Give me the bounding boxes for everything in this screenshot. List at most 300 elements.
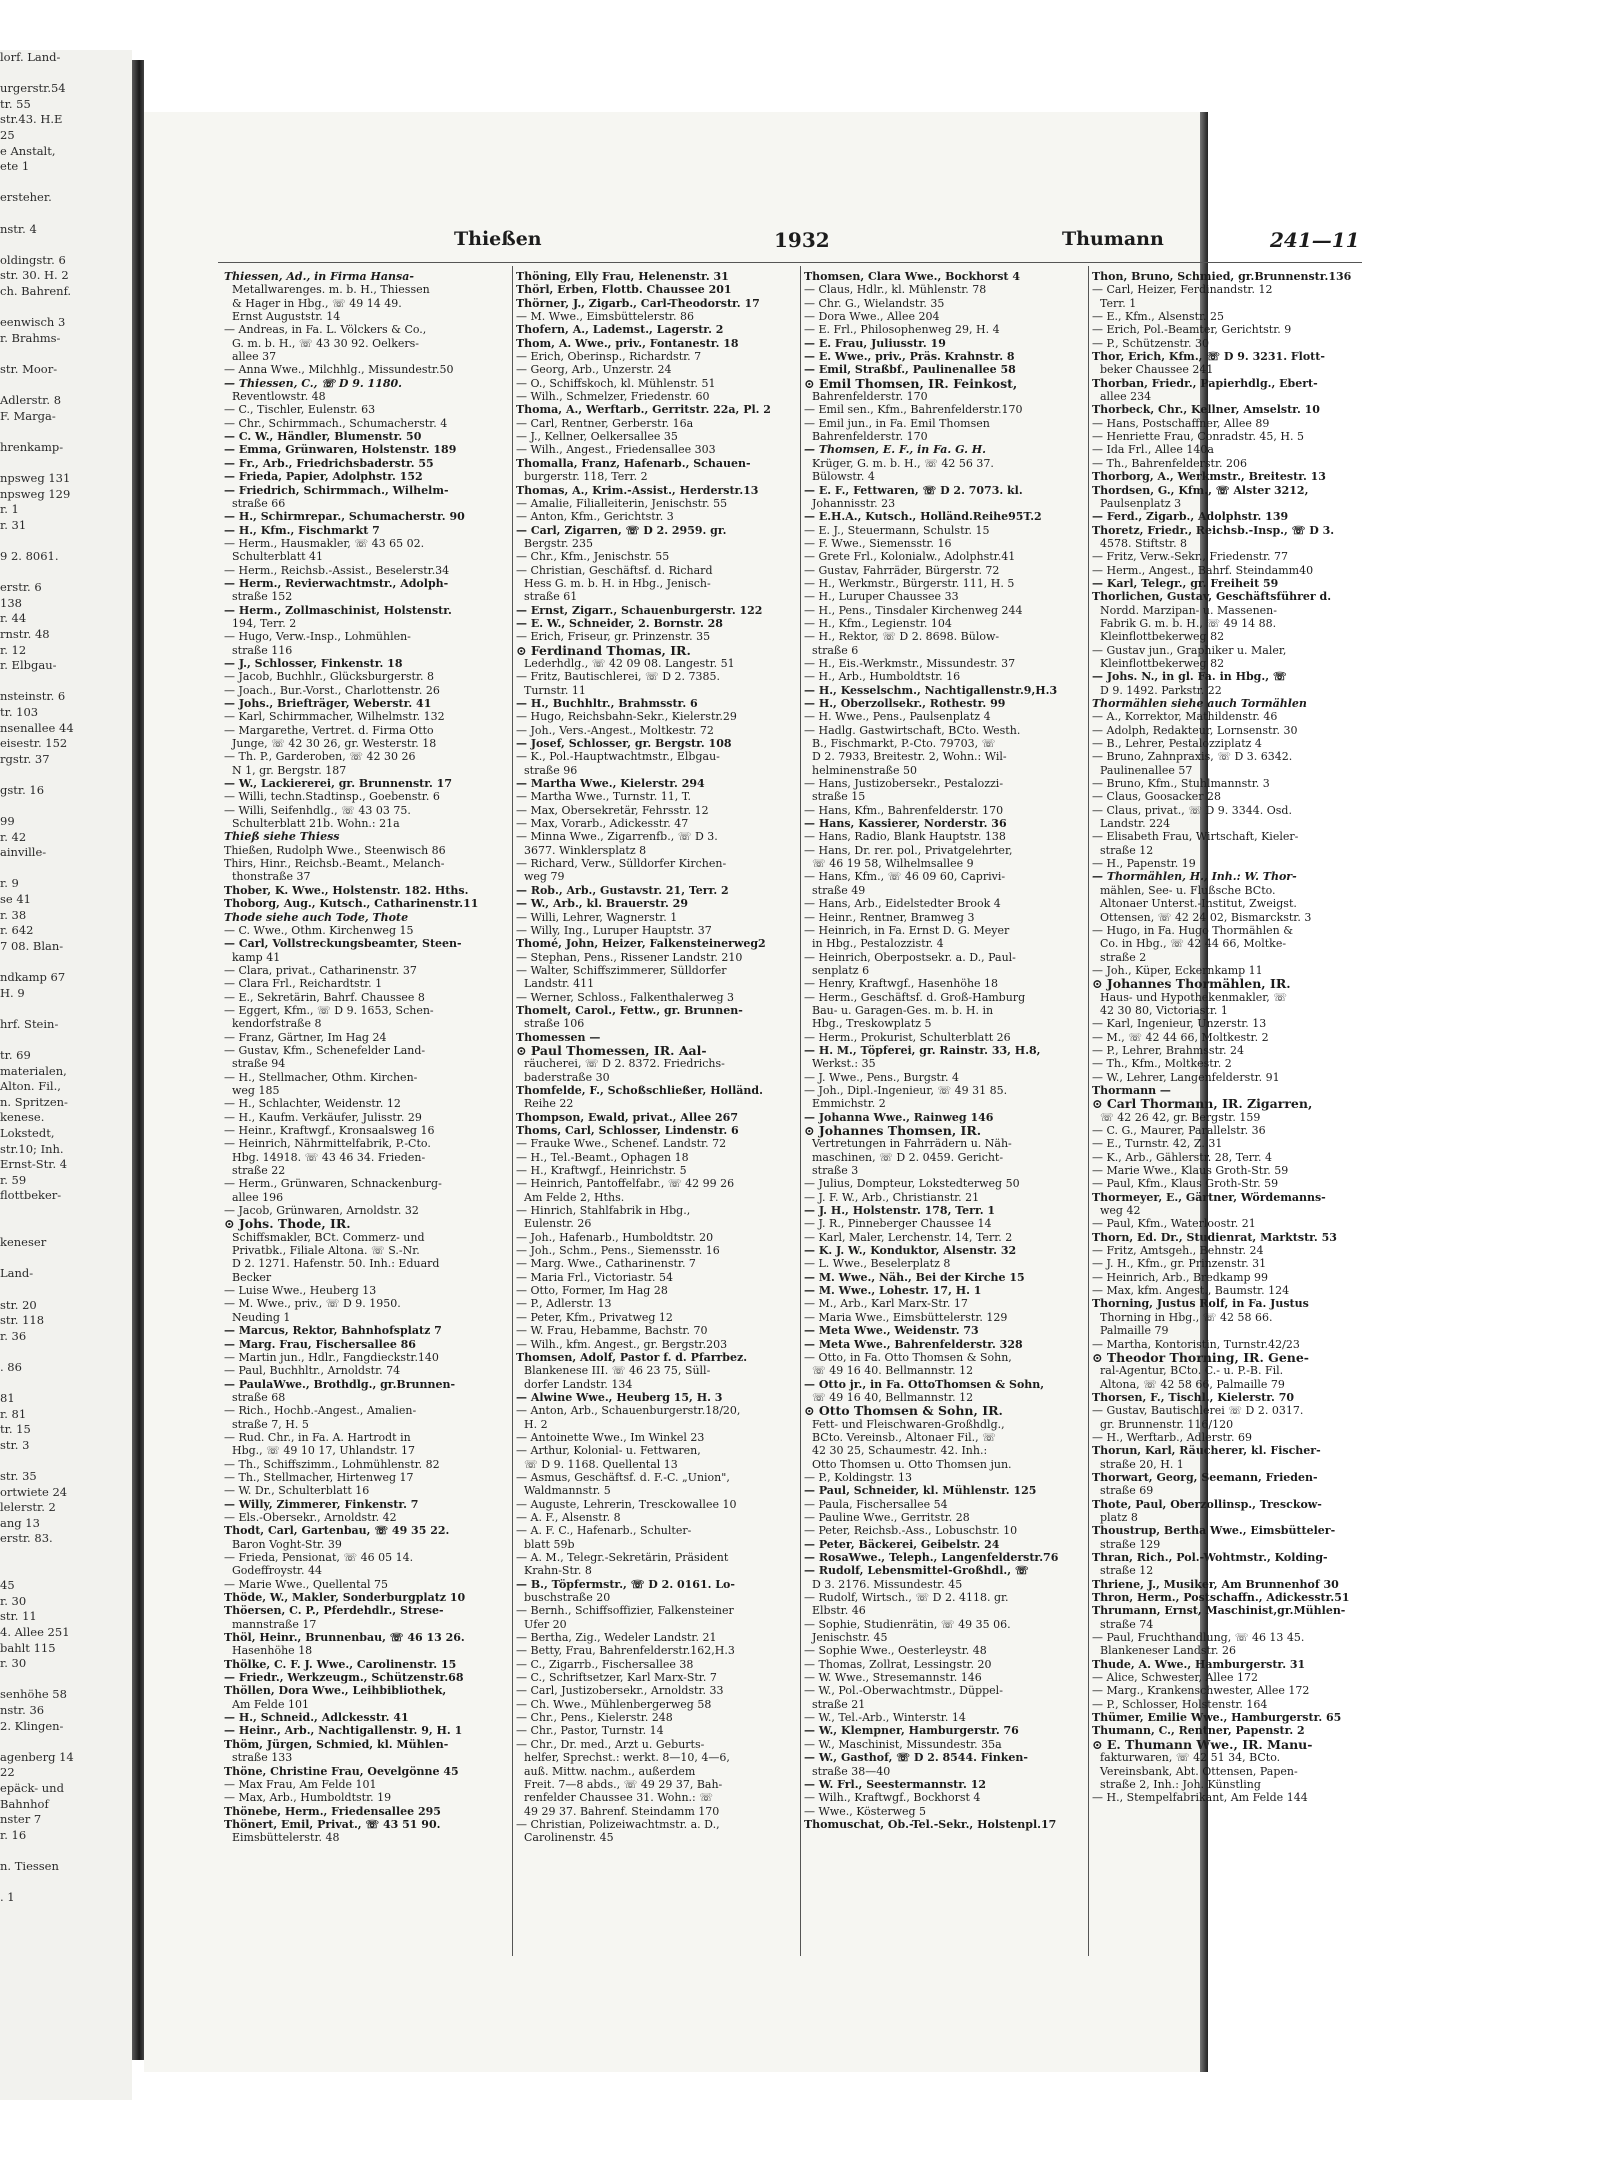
- left-page-line: 25: [0, 127, 15, 142]
- directory-entry: — Joach., Bur.-Vorst., Charlottenstr. 26: [224, 683, 440, 697]
- directory-entry: — Friedr., Werkzeugm., Schützenstr.68: [224, 1671, 464, 1685]
- directory-entry: — J. H., Kfm., gr. Prinzenstr. 31: [1092, 1257, 1267, 1271]
- left-page-line: r. 1: [0, 502, 19, 517]
- directory-entry: Thölke, C. F. J. Wwe., Carolinenstr. 15: [224, 1657, 457, 1671]
- directory-entry: Thomé, John, Heizer, Falkensteinerweg2: [516, 937, 766, 951]
- directory-entry: ☏ 49 16 40. Bellmannstr. 12: [812, 1364, 974, 1378]
- directory-entry: — Chr., Pens., Kielerstr. 248: [516, 1711, 673, 1725]
- left-page-line: ndkamp 67: [0, 970, 66, 985]
- directory-entry: — H., Stellmacher, Othm. Kirchen-: [224, 1070, 418, 1084]
- directory-entry: — Marie Wwe., Klaus Groth-Str. 59: [1092, 1164, 1289, 1178]
- directory-entry: — PaulaWwe., Brothdlg., gr.Brunnen-: [224, 1377, 456, 1391]
- directory-entry: ☏ D 9. 1168. Quellental 13: [524, 1457, 678, 1471]
- directory-entry: Becker: [232, 1270, 272, 1284]
- directory-entry: — H. M., Töpferei, gr. Rainstr. 33, H.8,: [804, 1043, 1041, 1057]
- directory-entry: — C. G., Maurer, Parallelstr. 36: [1092, 1124, 1266, 1137]
- left-page-line: str. 118: [0, 1313, 45, 1328]
- directory-entry: Thorbeck, Chr., Kellner, Amselstr. 10: [1092, 403, 1320, 417]
- directory-entry: — Chr. G., Wielandstr. 35: [804, 296, 945, 310]
- directory-entry: Reventlowstr. 48: [232, 390, 326, 404]
- directory-entry: — Hans, Kassierer, Norderstr. 36: [804, 817, 1007, 831]
- directory-entry: — P., Koldingstr. 13: [804, 1470, 913, 1484]
- directory-entry: — Willi, Seifenhdlg., ☏ 43 03 75.: [224, 803, 411, 817]
- directory-entry: straße 20, H. 1: [1100, 1457, 1184, 1471]
- directory-entry: — W., Pol.-Oberwachtmstr., Düppel-: [804, 1684, 1003, 1698]
- directory-entry: Thöllen, Dora Wwe., Leihbibliothek,: [224, 1684, 447, 1698]
- directory-entry: — W., Maschinist, Missundestr. 35a: [804, 1737, 1002, 1751]
- directory-entry: — O., Schiffskoch, kl. Mühlenstr. 51: [516, 376, 716, 390]
- directory-entry: straße 152: [232, 590, 293, 604]
- directory-entry: — J. H., Holstenstr. 178, Terr. 1: [804, 1204, 996, 1218]
- left-page-line: [0, 861, 132, 877]
- directory-entry: — Friedrich, Schirmmach., Wilhelm-: [224, 483, 449, 497]
- directory-entry: — Heinr., Kraftwgf., Kronsaalsweg 16: [224, 1124, 435, 1137]
- directory-entry: straße 3: [812, 1164, 859, 1178]
- directory-entry: 49 29 37. Bahrenf. Steindamm 170: [524, 1804, 720, 1818]
- directory-entry: Bahrenfelderstr. 170: [812, 430, 928, 444]
- directory-entry: helminenstraße 50: [812, 763, 917, 777]
- directory-entry: 42 30 80, Victoriastr. 1: [1100, 1003, 1228, 1017]
- directory-entry: — Hadlg. Gastwirtschaft, BCto. Westh.: [804, 723, 1021, 737]
- directory-entry: — H., Buchhltr., Brahmsstr. 6: [516, 697, 698, 710]
- directory-entry: mannstraße 17: [232, 1617, 317, 1631]
- directory-entry: Thörner, J., Zigarb., Carl-Theodorstr. 17: [516, 296, 760, 310]
- directory-entry: Hess G. m. b. H. in Hbg., Jenisch-: [524, 576, 711, 590]
- directory-entry: D 2. 1271. Hafenstr. 50. Inh.: Eduard: [232, 1257, 440, 1271]
- directory-entry: — H., Rektor, ☏ D 2. 8698. Bülow-: [804, 630, 1000, 644]
- directory-entry: — H., Werkmstr., Bürgerstr. 111, H. 5: [804, 576, 1015, 590]
- directory-entry: — Christian, Polizeiwachtmstr. a. D.,: [516, 1817, 720, 1831]
- directory-entry: Thomuschat, Ob.-Tel.-Sekr., Holstenpl.17: [804, 1817, 1057, 1831]
- left-page-line: oldingstr. 6: [0, 252, 66, 267]
- left-page-line: ersteher.: [0, 190, 52, 205]
- directory-entry: straße 74: [1100, 1617, 1154, 1631]
- left-page-line: 22: [0, 1765, 15, 1780]
- directory-entry: — Johs., Briefträger, Weberstr. 41: [224, 697, 432, 710]
- directory-entry: — Th., Kfm., Moltkestr. 2: [1092, 1057, 1232, 1071]
- directory-entry: — Karl, Ingenieur, Unzerstr. 13: [1092, 1017, 1267, 1031]
- directory-entry: — Sophie Wwe., Oesterleystr. 48: [804, 1644, 987, 1658]
- left-page-line: se 41: [0, 892, 31, 907]
- directory-entry: — Clara, privat., Catharinenstr. 37: [224, 963, 417, 977]
- directory-entry: in Hbg., Pestalozzistr. 4: [812, 937, 944, 951]
- left-page-line: [0, 533, 132, 549]
- directory-entry: Blankeneser Landstr. 26: [1100, 1644, 1237, 1658]
- directory-entry: — H., Luruper Chaussee 33: [804, 590, 959, 604]
- directory-entry: Schulterblatt 21b. Wohn.: 21a: [232, 817, 400, 831]
- directory-entry: — Claus, privat., ☏ D 9. 3344. Osd.: [1092, 803, 1292, 817]
- left-page-line: eenwisch 3: [0, 315, 66, 330]
- directory-entry: — Amalie, Filialleiterin, Jenischstr. 55: [516, 496, 728, 510]
- directory-entry: Thoms, Carl, Schlosser, Lindenstr. 6: [516, 1124, 739, 1137]
- left-page-line: erstr. 83.: [0, 1531, 53, 1546]
- directory-entry: — E.H.A., Kutsch., Holländ.Reihe95T.2: [804, 510, 1042, 524]
- directory-entry: Thofern, A., Lademst., Lagerstr. 2: [516, 323, 724, 337]
- directory-entry: Hasenhöhe 18: [232, 1644, 313, 1658]
- left-page-line: epäck- und: [0, 1780, 64, 1795]
- book-gutter: [132, 60, 144, 2060]
- directory-entry: Baron Voght-Str. 39: [232, 1537, 342, 1551]
- directory-entry: Thumann, C., Rentner, Papenstr. 2: [1092, 1724, 1305, 1738]
- directory-entry: straße 96: [524, 763, 578, 777]
- left-page-line: ete 1: [0, 159, 30, 174]
- directory-entry: — Herm., Prokurist, Schulterblatt 26: [804, 1030, 1011, 1044]
- directory-entry: Thörl, Erben, Flottb. Chaussee 201: [516, 283, 732, 297]
- directory-entry: — Hinrich, Stahlfabrik in Hbg.,: [516, 1204, 691, 1218]
- left-page-line: r. Brahms-: [0, 330, 61, 345]
- left-page-line: [0, 346, 132, 362]
- left-page-line: tr. 69: [0, 1048, 31, 1062]
- directory-entry: Bergstr. 235: [524, 536, 593, 550]
- directory-entry: — Arthur, Kolonial- u. Fettwaren,: [516, 1444, 701, 1458]
- directory-entry: — E. W., Schneider, 2. Bornstr. 28: [516, 616, 723, 630]
- left-page-line: [0, 565, 132, 581]
- directory-entry: — B., Töpfermstr., ☏ D 2. 0161. Lo-: [516, 1577, 735, 1591]
- directory-entry: — Clara Frl., Reichardtstr. 1: [224, 977, 383, 991]
- directory-entry: Privatbk., Filiale Altona. ☏ S.-Nr.: [232, 1244, 420, 1258]
- directory-entry: kamp 41: [232, 950, 281, 964]
- directory-entry: Paulinenallee 57: [1100, 763, 1193, 777]
- directory-entry: — Anton, Kfm., Gerichtstr. 3: [516, 510, 674, 524]
- directory-entry: burgerstr. 118, Terr. 2: [524, 470, 648, 484]
- directory-entry: Thron, Herm., Postschaffn., Adickesstr.51: [1092, 1591, 1350, 1605]
- directory-entry: Thomalla, Franz, Hafenarb., Schauen-: [516, 456, 751, 470]
- directory-entry: Bau- u. Garagen-Ges. m. b. H. in: [812, 1003, 994, 1017]
- header-year: 1932: [774, 228, 830, 252]
- directory-entry: Eulenstr. 26: [524, 1217, 592, 1231]
- left-page-line: tr. 55: [0, 96, 31, 111]
- directory-entry: — Joh., Küper, Eckernkamp 11: [1092, 963, 1263, 977]
- directory-entry: Thöde, W., Makler, Sonderburgplatz 10: [224, 1591, 466, 1605]
- left-page-line: r. 12: [0, 642, 27, 657]
- directory-entry: — Adolph, Redakteur, Lornsenstr. 30: [1092, 723, 1298, 737]
- directory-entry: — E. F., Fettwaren, ☏ D 2. 7073. kl.: [804, 483, 1023, 497]
- left-page-line: keneser: [0, 1235, 47, 1250]
- left-page-line: 99: [0, 814, 15, 829]
- directory-entry: baderstraße 30: [524, 1070, 610, 1084]
- directory-entry: — Rud. Chr., in Fa. A. Hartrodt in: [224, 1430, 411, 1444]
- left-page-line: [0, 1220, 132, 1236]
- left-page-line: [0, 1453, 132, 1469]
- directory-entry: Lederhdlg., ☏ 42 09 08. Langestr. 51: [524, 656, 735, 670]
- directory-entry: weg 185: [232, 1083, 280, 1097]
- left-page-line: [0, 206, 132, 222]
- directory-entry: — Hans, Arb., Eidelstedter Brook 4: [804, 897, 1001, 911]
- directory-entry: — Herm., Geschäftsf. d. Groß-Hamburg: [804, 990, 1026, 1004]
- directory-entry: Reihe 22: [524, 1097, 574, 1111]
- directory-entry: Thomas, A., Krim.-Assist., Herderstr.13: [516, 483, 759, 497]
- directory-entry: straße 12: [1100, 843, 1154, 857]
- directory-entry: Thomessen —: [516, 1030, 601, 1044]
- directory-entry: — W. Wwe., Stresemannstr. 146: [804, 1671, 982, 1685]
- directory-entry: — Antoinette Wwe., Im Winkel 23: [516, 1430, 705, 1444]
- left-page-line: r. 44: [0, 611, 27, 626]
- column-divider: [512, 266, 513, 1956]
- left-page-line: 138: [0, 595, 22, 610]
- left-page-line: r. 36: [0, 1328, 27, 1343]
- directory-entry: — Max, Vorarb., Adickesstr. 47: [516, 817, 689, 831]
- directory-entry: Thorwart, Georg, Seemann, Frieden-: [1092, 1470, 1318, 1484]
- directory-entry: Emmichstr. 2: [812, 1097, 886, 1111]
- left-page-line: agenberg 14: [0, 1749, 74, 1764]
- directory-entry: Neuding 1: [232, 1310, 291, 1324]
- directory-entry: — Joh., Vers.-Angest., Moltkestr. 72: [516, 723, 714, 737]
- directory-entry: Blankenese III. ☏ 46 23 75, Süll-: [524, 1364, 711, 1378]
- directory-entry: BCto. Vereinsb., Altonaer Fil., ☏: [812, 1430, 996, 1444]
- directory-entry: — Fritz, Verw.-Sekr., Friedenstr. 77: [1092, 550, 1289, 564]
- directory-entry: — H., Kaufm. Verkäufer, Julisstr. 29: [224, 1110, 422, 1124]
- directory-entry: ⊙ Ferdinand Thomas, IR.: [516, 642, 691, 658]
- directory-entry: ☏ 46 19 58, Wilhelmsallee 9: [812, 857, 974, 871]
- left-page-line: 2. Klingen-: [0, 1718, 64, 1733]
- directory-entry: — Max, Arb., Humboldtstr. 19: [224, 1791, 392, 1805]
- directory-entry: — A. M., Telegr.-Sekretärin, Präsident: [516, 1551, 729, 1564]
- directory-entry: Co. in Hbg., ☏ 42 44 66, Moltke-: [1100, 937, 1287, 951]
- directory-entry: straße 129: [1100, 1537, 1161, 1551]
- directory-entry: Junge, ☏ 42 30 26, gr. Westerstr. 18: [232, 737, 437, 751]
- directory-entry: Thriene, J., Musiker, Am Brunnenhof 30: [1092, 1577, 1339, 1591]
- directory-entry: Altona, ☏ 42 58 66, Palmaille 79: [1100, 1377, 1285, 1391]
- directory-entry: — Hans, Kfm., ☏ 46 09 60, Caprivi-: [804, 870, 1006, 884]
- directory-entry: Thirs, Hinr., Reichsb.-Beamt., Melanch-: [224, 857, 445, 871]
- directory-entry: — Paul, Kfm., Klaus Groth-Str. 59: [1092, 1177, 1279, 1191]
- left-page-line: [0, 1344, 132, 1360]
- directory-entry: — Marg. Frau, Fischersallee 86: [224, 1337, 416, 1351]
- left-page-line: [0, 175, 132, 191]
- directory-entry: — Franz, Gärtner, Im Hag 24: [224, 1030, 387, 1044]
- directory-entry: — Wilh., kfm. Angest., gr. Bergstr.203: [516, 1337, 728, 1351]
- directory-entry: — Wilh., Kraftwgf., Bockhorst 4: [804, 1791, 981, 1805]
- directory-entry: ⊙ Paul Thomessen, IR. Aal-: [516, 1042, 707, 1058]
- directory-entry: — Hans, Kfm., Bahrenfelderstr. 170: [804, 803, 1004, 817]
- directory-entry: — Otto, Former, Im Hag 28: [516, 1284, 668, 1298]
- directory-entry: Thomfelde, F., Schoßschließer, Holländ.: [516, 1083, 763, 1097]
- directory-entry: — Andreas, in Fa. L. Völckers & Co.,: [224, 323, 427, 337]
- directory-entry: Thon, Bruno, Schmied, gr.Brunnenstr.136: [1092, 270, 1352, 283]
- directory-entry: ⊙ Johannes Thormählen, IR.: [1092, 976, 1291, 992]
- directory-entry: — Otto jr., in Fa. OttoThomsen & Sohn,: [804, 1377, 1045, 1391]
- left-page-line: [0, 1874, 132, 1890]
- directory-entry: — Josef, Schlosser, gr. Bergstr. 108: [516, 737, 732, 751]
- directory-entry: ⊙ Johannes Thomsen, IR.: [804, 1123, 982, 1138]
- directory-entry: — M., Arb., Karl Marx-Str. 17: [804, 1297, 968, 1311]
- directory-entry: — J., Schlosser, Finkenstr. 18: [224, 656, 403, 670]
- directory-entry: — Heinrich, Oberpostsekr. a. D., Paul-: [804, 950, 1016, 964]
- directory-entry: — M. Wwe., priv., ☏ D 9. 1950.: [224, 1297, 401, 1311]
- directory-entry: — Hans, Justizobersekr., Pestalozzi-: [804, 777, 1004, 791]
- left-page-line: ch. Bahrenf.: [0, 283, 72, 298]
- directory-entry: — Hugo, in Fa. Hugo Thormählen &: [1092, 923, 1293, 937]
- left-page-line: [0, 1032, 132, 1048]
- directory-entry: — Karl, Schirmmacher, Wilhelmstr. 132: [224, 710, 445, 724]
- directory-entry: — P., Adlerstr. 13: [516, 1297, 612, 1311]
- directory-entry: — H., Schirmrepar., Schumacherstr. 90: [224, 510, 465, 524]
- directory-entry: — C., Tischler, Eulenstr. 63: [224, 403, 376, 417]
- directory-entry: — W., Lackiererei, gr. Brunnenstr. 17: [224, 777, 452, 791]
- header-rule: [218, 262, 1362, 263]
- header-first-name: Thießen: [454, 228, 542, 250]
- directory-entry: — Hugo, Verw.-Insp., Lohmühlen-: [224, 630, 411, 644]
- directory-entry: — H., Stempelfabrikant, Am Felde 144: [1092, 1791, 1308, 1805]
- directory-entry: — Willi, techn.Stadtinsp., Goebenstr. 6: [224, 790, 440, 804]
- directory-entry: — Sophie, Studienrätin, ☏ 49 35 06.: [804, 1617, 1011, 1631]
- directory-entry: — Paul, Kfm., Waterloostr. 21: [1092, 1217, 1256, 1231]
- left-page-line: r. 31: [0, 517, 27, 532]
- directory-entry: B., Fischmarkt, P.-Cto. 79703, ☏: [812, 737, 996, 751]
- directory-entry: — Werner, Schloss., Falkenthalerweg 3: [516, 990, 735, 1004]
- directory-entry: — Peter, Bäckerei, Geibelstr. 24: [804, 1537, 1000, 1551]
- left-page-line: urgerstr.54: [0, 81, 66, 96]
- directory-entry: — Martin jun., Hdlr., Fangdieckstr.140: [224, 1350, 439, 1364]
- directory-entry: mählen, See- u. Flußsche BCto.: [1100, 883, 1276, 897]
- left-page-line: r. 42: [0, 829, 27, 844]
- left-page-line: [0, 237, 132, 253]
- directory-entry: Thordsen, G., Kfm., ☏ Alster 3212,: [1092, 483, 1309, 497]
- directory-entry: — Els.-Obersekr., Arnoldstr. 42: [224, 1510, 397, 1524]
- left-page-line: . 1: [0, 1890, 15, 1905]
- directory-entry: Bahrenfelderstr. 170: [812, 390, 928, 404]
- left-page-line: ainville-: [0, 845, 47, 860]
- directory-entry: — A., Korrektor, Mathildenstr. 46: [1092, 710, 1278, 724]
- directory-entry: — Peter, Kfm., Privatweg 12: [516, 1310, 673, 1324]
- directory-entry: Nordd. Marzipan- u. Massenen-: [1100, 603, 1277, 617]
- directory-entry: — Henry, Kraftwgf., Hasenhöhe 18: [804, 977, 999, 991]
- directory-entry: Freit. 7—8 abds., ☏ 49 29 37, Bah-: [524, 1777, 723, 1791]
- left-page-line: r. Elbgau-: [0, 658, 57, 673]
- left-page-text: [0, 50, 132, 1906]
- directory-entry: fakturwaren, ☏ 42 51 34, BCto.: [1100, 1751, 1281, 1765]
- left-page-line: npsweg 131: [0, 471, 71, 486]
- left-page-line: r. 30: [0, 1656, 27, 1671]
- directory-entry: Werkst.: 35: [812, 1057, 876, 1071]
- directory-entry: Thöne, Christine Frau, Oevelgönne 45: [224, 1764, 459, 1778]
- directory-entry: — Maria Frl., Victoriastr. 54: [516, 1270, 673, 1284]
- directory-entry: — M. Wwe., Eimsbüttelerstr. 86: [516, 310, 694, 324]
- directory-entry: — Carl, Heizer, Ferdinandstr. 12: [1092, 283, 1273, 297]
- directory-entry: — Maria Wwe., Eimsbüttelerstr. 129: [804, 1310, 1008, 1324]
- left-page-line: eisestr. 152: [0, 736, 68, 751]
- directory-entry: — Ch. Wwe., Mühlenbergerweg 58: [516, 1697, 712, 1711]
- directory-entry: — Emil, Straßbf., Paulinenallee 58: [804, 363, 1016, 377]
- directory-entry: — Fritz, Amtsgeh., Behnstr. 24: [1092, 1244, 1264, 1258]
- directory-entry: G. m. b. H., ☏ 43 30 92. Oelkers-: [232, 336, 419, 350]
- directory-entry: — Th., Bahrenfelderstr. 206: [1092, 456, 1247, 470]
- left-page-line: erstr. 6: [0, 580, 42, 595]
- directory-entry: — Paul, Buchhltr., Arnoldstr. 74: [224, 1364, 401, 1378]
- left-page-line: str. 11: [0, 1609, 37, 1624]
- directory-entry: — Heinr., Rentner, Bramweg 3: [804, 910, 975, 924]
- left-page-line: hrf. Stein-: [0, 1016, 59, 1031]
- directory-entry: — Luise Wwe., Heuberg 13: [224, 1284, 377, 1298]
- directory-entry: straße 7, H. 5: [232, 1417, 309, 1431]
- directory-entry: — Frauke Wwe., Schenef. Landstr. 72: [516, 1137, 727, 1151]
- directory-entry: Thode siehe auch Tode, Thote: [224, 910, 409, 924]
- directory-entry: Waldmannstr. 5: [524, 1484, 611, 1498]
- directory-entry: Haus- und Hypothekenmakler, ☏: [1100, 990, 1288, 1004]
- directory-entry: weg 42: [1100, 1204, 1141, 1218]
- directory-entry: Thöm, Jürgen, Schmied, kl. Mühlen-: [224, 1737, 449, 1751]
- directory-entry: — J. R., Pinneberger Chaussee 14: [804, 1217, 992, 1231]
- directory-entry: — Carl, Rentner, Gerberstr. 16a: [516, 416, 694, 430]
- directory-entry: — Willy, Ing., Luruper Hauptstr. 37: [516, 923, 712, 937]
- directory-entry: — H., Oberzollsekr., Rothestr. 99: [804, 697, 1006, 710]
- directory-entry: — Joh., Schm., Pens., Siemensstr. 16: [516, 1244, 720, 1258]
- directory-entry: — Alice, Schwester, Allee 172: [1092, 1671, 1258, 1685]
- directory-entry: thonstraße 37: [232, 870, 311, 884]
- left-page-line: [0, 674, 132, 690]
- directory-entry: Eimsbüttelerstr. 48: [232, 1831, 340, 1845]
- left-page-line: [0, 1204, 132, 1220]
- directory-entry: Thorun, Karl, Räucherer, kl. Fischer-: [1092, 1444, 1321, 1458]
- directory-entry: 194, Terr. 2: [232, 616, 297, 630]
- left-page-line: r. 30: [0, 1593, 27, 1608]
- directory-entry: — C. W., Händler, Blumenstr. 50: [224, 430, 422, 444]
- left-page-line: str. 20: [0, 1297, 37, 1312]
- directory-entry: — Wilh., Angest., Friedensallee 303: [516, 443, 716, 457]
- directory-entry: straße 49: [812, 883, 866, 897]
- left-page-line: flottbeker-: [0, 1188, 62, 1203]
- directory-entry: gr. Brunnenstr. 116/120: [1100, 1417, 1234, 1431]
- directory-entry: — M. Wwe., Näh., Bei der Kirche 15: [804, 1270, 1025, 1284]
- directory-entry: & Hager in Hbg., ☏ 49 14 49.: [232, 296, 402, 310]
- left-page-line: [0, 300, 132, 316]
- left-page-line: 81: [0, 1391, 15, 1406]
- directory-entry: Schulterblatt 41: [232, 550, 324, 564]
- directory-entry: straße 21: [812, 1697, 866, 1711]
- directory-entry: — Paul, Schneider, kl. Mühlenstr. 125: [804, 1484, 1037, 1498]
- left-page-line: [0, 767, 132, 783]
- left-page-line: Bahnhof: [0, 1796, 49, 1811]
- directory-entry: — Emil sen., Kfm., Bahrenfelderstr.170: [804, 403, 1023, 417]
- directory-entry: — Max Frau, Am Felde 101: [224, 1777, 377, 1791]
- directory-entry: straße 133: [232, 1751, 293, 1765]
- directory-entry: Carolinenstr. 45: [524, 1831, 614, 1845]
- directory-entry: — Richard, Verw., Sülldorfer Kirchen-: [516, 857, 727, 871]
- directory-entry: Godeffroystr. 44: [232, 1564, 322, 1578]
- directory-entry: — Fritz, Bautischlerei, ☏ D 2. 7385.: [516, 670, 721, 684]
- directory-entry: Vertretungen in Fahrrädern u. Näh-: [812, 1137, 1012, 1151]
- left-page-line: [0, 1375, 132, 1391]
- directory-entry: straße 38—40: [812, 1764, 891, 1778]
- directory-entry: — W., Klempner, Hamburgerstr. 76: [804, 1724, 1019, 1738]
- directory-column: [1092, 270, 1372, 1970]
- directory-entry: — Asmus, Geschäftsf. d. F.-C. „Union",: [516, 1470, 730, 1484]
- directory-entry: ⊙ E. Thumann Wwe., IR. Manu-: [1092, 1736, 1313, 1752]
- directory-entry: — Ida Frl., Allee 140a: [1092, 443, 1214, 457]
- directory-entry: Ottensen, ☏ 42 24 02, Bismarckstr. 3: [1100, 910, 1312, 924]
- directory-entry: — Eggert, Kfm., ☏ D 9. 1653, Schen-: [224, 1003, 434, 1017]
- directory-entry: Thoma, A., Werftarb., Gerritstr. 22a, Pl. 2: [516, 403, 771, 417]
- left-page-fragment: [0, 50, 132, 2100]
- directory-entry: Otto Thomsen u. Otto Thomsen jun.: [812, 1457, 1012, 1471]
- directory-entry: Altonaer Unterst.-Institut, Zweigst.: [1100, 897, 1297, 911]
- directory-entry: straße 68: [232, 1390, 286, 1404]
- directory-entry: straße 15: [812, 790, 866, 804]
- directory-entry: — H., Kfm., Legienstr. 104: [804, 616, 952, 630]
- directory-entry: ⊙ Carl Thormann, IR. Zigarren,: [1092, 1096, 1313, 1112]
- directory-entry: — Ernst, Zigarr., Schauenburgerstr. 122: [516, 603, 763, 617]
- directory-entry: Bülowstr. 4: [812, 470, 875, 484]
- directory-entry: — Minna Wwe., Zigarrenfb., ☏ D 3.: [516, 830, 718, 844]
- directory-entry: 3677. Winklersplatz 8: [524, 843, 647, 857]
- directory-entry: — H., Pens., Tinsdaler Kirchenweg 244: [804, 603, 1023, 617]
- directory-entry: — E. J., Steuermann, Schulstr. 15: [804, 523, 990, 537]
- directory-entry: — C., Schriftsetzer, Karl Marx-Str. 7: [516, 1671, 717, 1685]
- left-page-line: n. Spritzen-: [0, 1094, 68, 1109]
- directory-entry: — Chr., Schirmmach., Schumacherstr. 4: [224, 416, 448, 430]
- directory-entry: — Claus, Hdlr., kl. Mühlenstr. 78: [804, 283, 987, 297]
- directory-entry: — Frieda, Papier, Adolphstr. 152: [224, 470, 423, 484]
